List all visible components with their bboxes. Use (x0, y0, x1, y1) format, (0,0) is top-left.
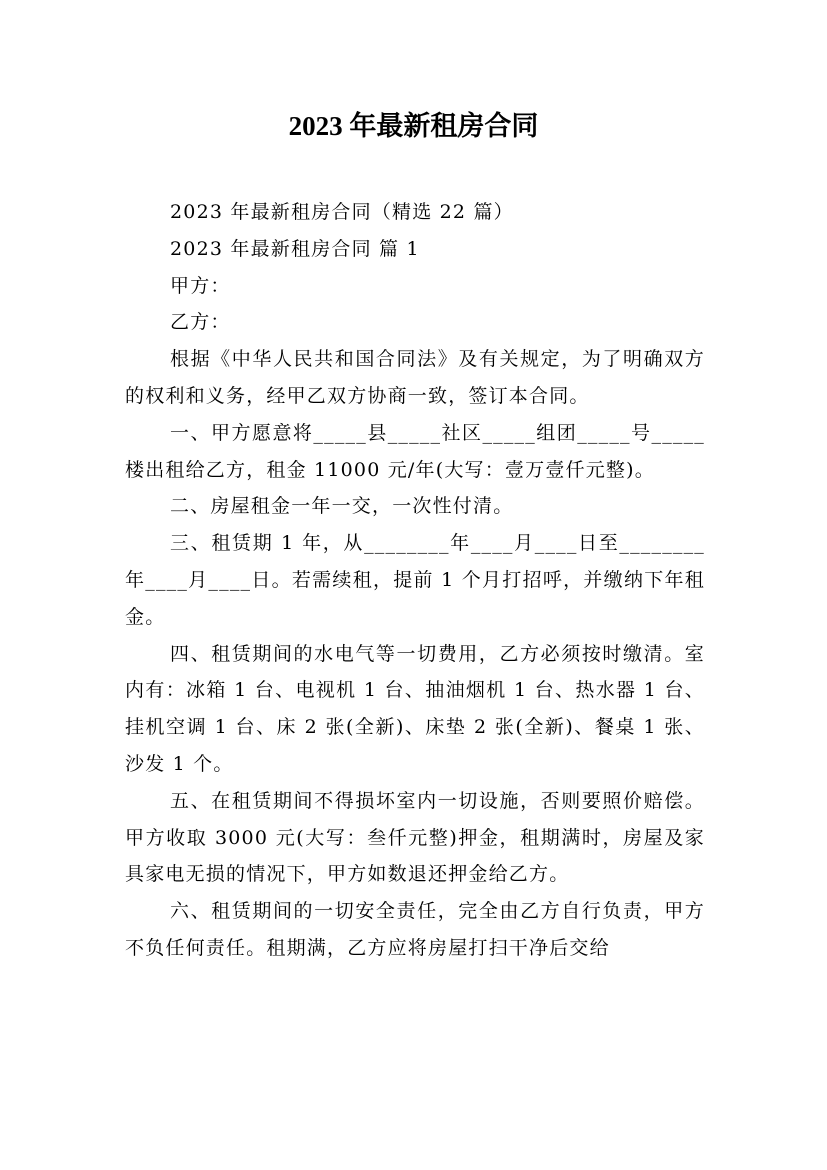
paragraph-clause-4: 四、租赁期间的水电气等一切费用，乙方必须按时缴清。室内有：冰箱 1 台、电视机 1 台、抽油烟机 1 台、热水器 1 台、挂机空调 1 台、床 2 张(全新)、床垫 2 张(全新)、餐桌 1 张、沙发 1 个。 (125, 642, 705, 775)
paragraph-clause-2: 二、房屋租金一年一交，一次性付清。 (170, 495, 514, 518)
paragraph-clause-3: 三、租赁期 1 年，从________年____月____日至________年____月____日。若需续租，提前 1 个月打招呼，并缴纳下年租金。 (125, 532, 705, 628)
paragraph-section-heading: 2023 年最新租房合同 篇 1 (170, 237, 420, 260)
document-body (125, 194, 705, 967)
paragraph-clause-1: 一、甲方愿意将_____县_____社区_____组团_____号_____楼出租给乙方，租金 11000 元/年(大写：壹万壹仟元整)。 (125, 421, 705, 481)
paragraph-party-a: 甲方： (170, 274, 231, 297)
paragraph-clause-5: 五、在租赁期间不得损坏室内一切设施，否则要照价赔偿。甲方收取 3000 元(大写：叁仟元整)押金，租期满时，房屋及家具家电无损的情况下，甲方如数退还押金给乙方。 (125, 789, 705, 886)
paragraph-preamble: 根据《中华人民共和国合同法》及有关规定，为了明确双方的权利和义务，经甲乙双方协商一致，签订本合同。 (125, 348, 705, 407)
paragraph-clause-6: 六、租赁期间的一切安全责任，完全由乙方自行负责，甲方不负任何责任。租期满，乙方应将房屋打扫干净后交给 (125, 900, 705, 959)
paragraph-subtitle: 2023 年最新租房合同（精选 22 篇） (170, 201, 514, 223)
document-title: 2023 年最新租房合同 (288, 111, 539, 141)
paragraph-party-b: 乙方： (170, 311, 231, 334)
